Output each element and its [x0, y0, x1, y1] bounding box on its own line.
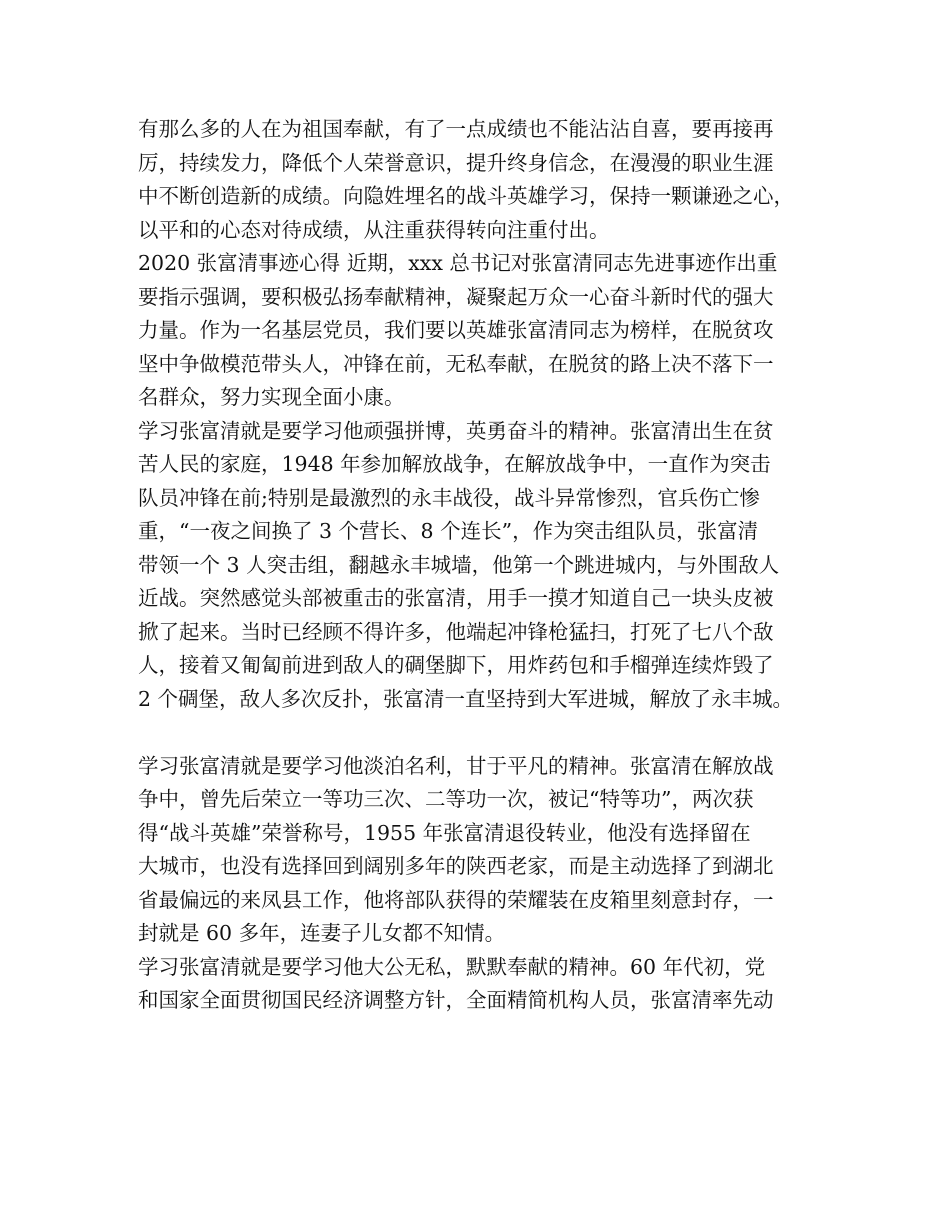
text-line: 坚中争做模范带头人，冲锋在前，无私奉献，在脱贫的路上决不落下一 [138, 351, 774, 376]
text-line: 学习张富清就是要学习他顽强拼博，英勇奋斗的精神。张富清出生在贫 [138, 418, 774, 443]
text-line: 队员冲锋在前;特别是最激烈的永丰战役，战斗异常惨烈，官兵伤亡惨 [138, 485, 760, 510]
text-line: 要指示强调，要积极弘扬奉献精神，凝聚起万众一心奋斗新时代的强大 [138, 284, 774, 309]
paragraph-1 [138, 113, 828, 247]
text-line: 掀了起来。当时已经顾不得许多，他端起冲锋枪猛扫，打死了七八个敌 [138, 619, 774, 644]
paragraph-5 [138, 951, 828, 1018]
text-line: 大城市，也没有选择回到阔别多年的陕西老家，而是主动选择了到湖北 [138, 854, 774, 878]
text-line: 争中，曾先后荣立一等功三次、二等功一次，被记“特等功”，两次获 [138, 787, 754, 811]
text-line: 2 个碉堡，敌人多次反扑，张富清一直坚持到大军进城，解放了永丰城。 [138, 686, 794, 711]
paragraph-2 [138, 247, 828, 415]
paragraph-3 [138, 415, 828, 717]
text-line: 带领一个 3 人突击组，翻越永丰城墙，他第一个跳进城内，与外围敌人 [138, 552, 780, 577]
text-line: 中不断创造新的成绩。向隐姓埋名的战斗英雄学习，保持一颗谦逊之心， [138, 184, 794, 208]
text-line: 省最偏远的来凤县工作，他将部队获得的荣耀装在皮箱里刻意封存，一 [138, 887, 774, 912]
text-line: 以平和的心态对待成绩，从注重获得转向注重付出。 [138, 217, 610, 242]
text-line: 2020 张富清事迹心得 近期，xxx 总书记对张富清同志先进事迹作出重 [138, 251, 778, 275]
text-line: 学习张富清就是要学习他淡泊名利，甘于平凡的精神。张富清在解放战 [138, 753, 774, 778]
text-line: 重，“一夜之间换了 3 个营长、8 个连长”，作为突击组队员，张富清 [138, 519, 759, 543]
text-line: 名群众，努力实现全面小康。 [138, 385, 405, 409]
text-line: 和国家全面贯彻国民经济调整方针，全面精简机构人员，张富清率先动 [138, 988, 774, 1012]
document-body [138, 113, 828, 1018]
text-line: 厉，持续发力，降低个人荣誉意识，提升终身信念，在漫漫的职业生涯 [138, 150, 774, 175]
text-line: 得“战斗英雄”荣誉称号，1955 年张富清退役转业，他没有选择留在 [138, 820, 751, 845]
text-line: 学习张富清就是要学习他大公无私，默默奉献的精神。60 年代初，党 [138, 954, 766, 979]
text-line: 力量。作为一名基层党员，我们要以英雄张富清同志为榜样，在脱贫攻 [138, 318, 774, 342]
text-line: 人，接着又匍匐前进到敌人的碉堡脚下，用炸药包和手榴弹连续炸毁了 [138, 653, 774, 677]
text-line: 封就是 60 多年，连妻子儿女都不知情。 [138, 921, 506, 945]
paragraph-4 [138, 750, 828, 951]
text-line: 有那么多的人在为祖国奉献，有了一点成绩也不能沾沾自喜，要再接再 [138, 117, 774, 141]
text-line: 苦人民的家庭，1948 年参加解放战争，在解放战争中，一直作为突击 [138, 452, 771, 476]
text-line: 近战。突然感觉头部被重击的张富清，用手一摸才知道自己一块头皮被 [138, 586, 774, 610]
